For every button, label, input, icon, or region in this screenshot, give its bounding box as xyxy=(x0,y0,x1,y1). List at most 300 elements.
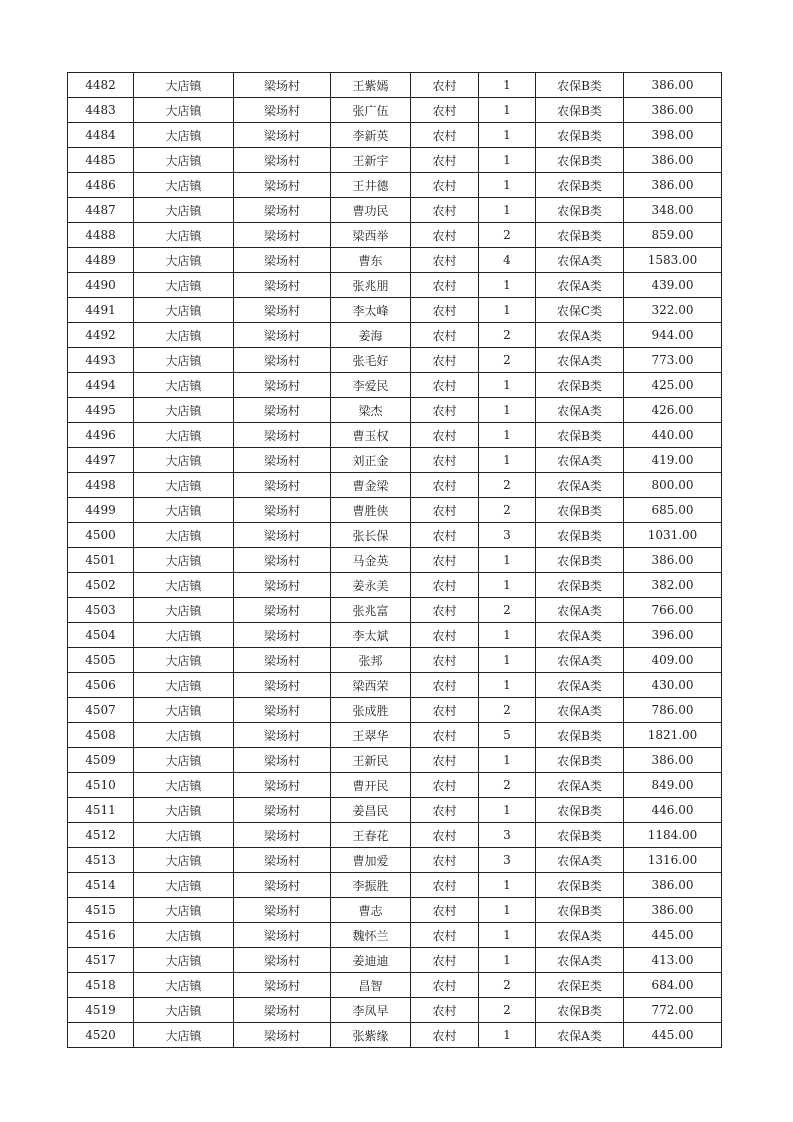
cell-category: 农保A类 xyxy=(536,1023,624,1048)
cell-town: 大店镇 xyxy=(134,198,234,223)
cell-id: 4507 xyxy=(68,698,134,723)
cell-category: 农保B类 xyxy=(536,373,624,398)
cell-town: 大店镇 xyxy=(134,723,234,748)
cell-town: 大店镇 xyxy=(134,498,234,523)
cell-household-size: 1 xyxy=(479,923,536,948)
table-row xyxy=(68,298,722,323)
cell-name: 张广伍 xyxy=(331,98,411,123)
cell-category: 农保A类 xyxy=(536,923,624,948)
cell-household-size: 1 xyxy=(479,423,536,448)
cell-amount: 786.00 xyxy=(624,698,722,723)
table-row xyxy=(68,123,722,148)
cell-household-size: 2 xyxy=(479,698,536,723)
cell-category: 农保B类 xyxy=(536,823,624,848)
cell-category: 农保A类 xyxy=(536,773,624,798)
cell-amount: 800.00 xyxy=(624,473,722,498)
cell-town: 大店镇 xyxy=(134,848,234,873)
cell-area: 农村 xyxy=(411,223,479,248)
cell-village: 梁场村 xyxy=(234,898,331,923)
cell-town: 大店镇 xyxy=(134,573,234,598)
cell-village: 梁场村 xyxy=(234,748,331,773)
cell-town: 大店镇 xyxy=(134,773,234,798)
cell-village: 梁场村 xyxy=(234,398,331,423)
cell-amount: 398.00 xyxy=(624,123,722,148)
cell-id: 4491 xyxy=(68,298,134,323)
cell-id: 4485 xyxy=(68,148,134,173)
cell-amount: 684.00 xyxy=(624,973,722,998)
cell-category: 农保B类 xyxy=(536,798,624,823)
cell-category: 农保A类 xyxy=(536,598,624,623)
cell-amount: 944.00 xyxy=(624,323,722,348)
cell-town: 大店镇 xyxy=(134,898,234,923)
cell-area: 农村 xyxy=(411,73,479,98)
cell-household-size: 1 xyxy=(479,1023,536,1048)
cell-village: 梁场村 xyxy=(234,848,331,873)
cell-village: 梁场村 xyxy=(234,448,331,473)
cell-town: 大店镇 xyxy=(134,673,234,698)
cell-name: 曹玉权 xyxy=(331,423,411,448)
table-row xyxy=(68,848,722,873)
cell-category: 农保A类 xyxy=(536,948,624,973)
cell-id: 4495 xyxy=(68,398,134,423)
cell-name: 王新民 xyxy=(331,748,411,773)
cell-household-size: 3 xyxy=(479,823,536,848)
cell-name: 李振胜 xyxy=(331,873,411,898)
table-row xyxy=(68,548,722,573)
cell-household-size: 1 xyxy=(479,298,536,323)
table-row xyxy=(68,673,722,698)
cell-area: 农村 xyxy=(411,348,479,373)
cell-area: 农村 xyxy=(411,98,479,123)
cell-village: 梁场村 xyxy=(234,873,331,898)
cell-amount: 445.00 xyxy=(624,923,722,948)
cell-id: 4492 xyxy=(68,323,134,348)
table-row xyxy=(68,498,722,523)
cell-household-size: 1 xyxy=(479,273,536,298)
cell-amount: 859.00 xyxy=(624,223,722,248)
cell-area: 农村 xyxy=(411,148,479,173)
cell-name: 昌智 xyxy=(331,973,411,998)
cell-town: 大店镇 xyxy=(134,823,234,848)
cell-name: 王翠华 xyxy=(331,723,411,748)
cell-village: 梁场村 xyxy=(234,123,331,148)
cell-id: 4508 xyxy=(68,723,134,748)
cell-town: 大店镇 xyxy=(134,73,234,98)
cell-amount: 440.00 xyxy=(624,423,722,448)
cell-village: 梁场村 xyxy=(234,523,331,548)
cell-id: 4490 xyxy=(68,273,134,298)
cell-name: 姜昌民 xyxy=(331,798,411,823)
cell-area: 农村 xyxy=(411,423,479,448)
table-row xyxy=(68,98,722,123)
cell-category: 农保B类 xyxy=(536,148,624,173)
cell-category: 农保B类 xyxy=(536,998,624,1023)
cell-village: 梁场村 xyxy=(234,198,331,223)
cell-id: 4488 xyxy=(68,223,134,248)
cell-name: 马金英 xyxy=(331,548,411,573)
table-row xyxy=(68,198,722,223)
cell-id: 4497 xyxy=(68,448,134,473)
cell-area: 农村 xyxy=(411,823,479,848)
cell-area: 农村 xyxy=(411,448,479,473)
cell-area: 农村 xyxy=(411,523,479,548)
table-row xyxy=(68,598,722,623)
cell-category: 农保E类 xyxy=(536,973,624,998)
cell-amount: 386.00 xyxy=(624,98,722,123)
cell-area: 农村 xyxy=(411,673,479,698)
table-row xyxy=(68,873,722,898)
cell-name: 曹志 xyxy=(331,898,411,923)
cell-name: 姜永美 xyxy=(331,573,411,598)
cell-id: 4520 xyxy=(68,1023,134,1048)
cell-town: 大店镇 xyxy=(134,948,234,973)
cell-amount: 1316.00 xyxy=(624,848,722,873)
cell-name: 李太斌 xyxy=(331,623,411,648)
cell-household-size: 1 xyxy=(479,873,536,898)
cell-village: 梁场村 xyxy=(234,248,331,273)
table-row xyxy=(68,423,722,448)
cell-category: 农保B类 xyxy=(536,898,624,923)
cell-name: 曹东 xyxy=(331,248,411,273)
cell-household-size: 1 xyxy=(479,373,536,398)
cell-category: 农保B类 xyxy=(536,123,624,148)
cell-amount: 849.00 xyxy=(624,773,722,798)
cell-category: 农保B类 xyxy=(536,573,624,598)
table-row xyxy=(68,898,722,923)
cell-household-size: 1 xyxy=(479,198,536,223)
cell-village: 梁场村 xyxy=(234,373,331,398)
cell-area: 农村 xyxy=(411,723,479,748)
cell-amount: 322.00 xyxy=(624,298,722,323)
cell-amount: 386.00 xyxy=(624,73,722,98)
cell-area: 农村 xyxy=(411,848,479,873)
cell-id: 4511 xyxy=(68,798,134,823)
cell-village: 梁场村 xyxy=(234,498,331,523)
cell-household-size: 1 xyxy=(479,173,536,198)
cell-area: 农村 xyxy=(411,798,479,823)
cell-id: 4494 xyxy=(68,373,134,398)
cell-village: 梁场村 xyxy=(234,723,331,748)
cell-id: 4519 xyxy=(68,998,134,1023)
cell-household-size: 1 xyxy=(479,648,536,673)
cell-area: 农村 xyxy=(411,623,479,648)
cell-amount: 1031.00 xyxy=(624,523,722,548)
cell-town: 大店镇 xyxy=(134,123,234,148)
cell-amount: 1583.00 xyxy=(624,248,722,273)
cell-area: 农村 xyxy=(411,198,479,223)
cell-area: 农村 xyxy=(411,998,479,1023)
cell-town: 大店镇 xyxy=(134,698,234,723)
cell-town: 大店镇 xyxy=(134,998,234,1023)
cell-town: 大店镇 xyxy=(134,973,234,998)
cell-category: 农保B类 xyxy=(536,198,624,223)
cell-area: 农村 xyxy=(411,873,479,898)
cell-id: 4482 xyxy=(68,73,134,98)
table-row xyxy=(68,473,722,498)
cell-village: 梁场村 xyxy=(234,323,331,348)
cell-village: 梁场村 xyxy=(234,173,331,198)
table-row xyxy=(68,748,722,773)
cell-name: 张兆富 xyxy=(331,598,411,623)
cell-category: 农保A类 xyxy=(536,323,624,348)
table-row xyxy=(68,273,722,298)
cell-amount: 1184.00 xyxy=(624,823,722,848)
cell-category: 农保B类 xyxy=(536,73,624,98)
cell-name: 梁杰 xyxy=(331,398,411,423)
cell-amount: 766.00 xyxy=(624,598,722,623)
cell-amount: 772.00 xyxy=(624,998,722,1023)
cell-id: 4502 xyxy=(68,573,134,598)
cell-village: 梁场村 xyxy=(234,223,331,248)
cell-town: 大店镇 xyxy=(134,373,234,398)
cell-town: 大店镇 xyxy=(134,873,234,898)
cell-name: 张邦 xyxy=(331,648,411,673)
cell-village: 梁场村 xyxy=(234,998,331,1023)
cell-area: 农村 xyxy=(411,648,479,673)
cell-village: 梁场村 xyxy=(234,573,331,598)
cell-area: 农村 xyxy=(411,948,479,973)
cell-village: 梁场村 xyxy=(234,923,331,948)
cell-area: 农村 xyxy=(411,548,479,573)
cell-id: 4496 xyxy=(68,423,134,448)
cell-category: 农保A类 xyxy=(536,673,624,698)
table-row xyxy=(68,923,722,948)
cell-name: 曹加爱 xyxy=(331,848,411,873)
cell-area: 农村 xyxy=(411,473,479,498)
cell-town: 大店镇 xyxy=(134,523,234,548)
table-row xyxy=(68,798,722,823)
cell-town: 大店镇 xyxy=(134,173,234,198)
cell-town: 大店镇 xyxy=(134,398,234,423)
cell-category: 农保B类 xyxy=(536,548,624,573)
cell-name: 张紫缘 xyxy=(331,1023,411,1048)
cell-household-size: 1 xyxy=(479,573,536,598)
cell-name: 刘正金 xyxy=(331,448,411,473)
cell-village: 梁场村 xyxy=(234,298,331,323)
cell-id: 4500 xyxy=(68,523,134,548)
cell-village: 梁场村 xyxy=(234,473,331,498)
cell-category: 农保A类 xyxy=(536,248,624,273)
cell-id: 4484 xyxy=(68,123,134,148)
cell-village: 梁场村 xyxy=(234,798,331,823)
cell-area: 农村 xyxy=(411,973,479,998)
cell-village: 梁场村 xyxy=(234,348,331,373)
cell-area: 农村 xyxy=(411,173,479,198)
cell-category: 农保B类 xyxy=(536,873,624,898)
cell-category: 农保B类 xyxy=(536,173,624,198)
cell-category: 农保B类 xyxy=(536,498,624,523)
table-row xyxy=(68,398,722,423)
cell-id: 4501 xyxy=(68,548,134,573)
cell-id: 4498 xyxy=(68,473,134,498)
cell-category: 农保A类 xyxy=(536,448,624,473)
cell-area: 农村 xyxy=(411,748,479,773)
cell-area: 农村 xyxy=(411,298,479,323)
cell-village: 梁场村 xyxy=(234,823,331,848)
cell-amount: 386.00 xyxy=(624,173,722,198)
cell-amount: 386.00 xyxy=(624,898,722,923)
cell-id: 4503 xyxy=(68,598,134,623)
cell-town: 大店镇 xyxy=(134,298,234,323)
cell-amount: 1821.00 xyxy=(624,723,722,748)
cell-village: 梁场村 xyxy=(234,73,331,98)
cell-household-size: 1 xyxy=(479,798,536,823)
cell-village: 梁场村 xyxy=(234,623,331,648)
cell-household-size: 2 xyxy=(479,773,536,798)
cell-name: 梁西举 xyxy=(331,223,411,248)
table-row xyxy=(68,723,722,748)
cell-town: 大店镇 xyxy=(134,148,234,173)
cell-village: 梁场村 xyxy=(234,598,331,623)
cell-category: 农保A类 xyxy=(536,398,624,423)
cell-town: 大店镇 xyxy=(134,923,234,948)
cell-town: 大店镇 xyxy=(134,648,234,673)
cell-amount: 685.00 xyxy=(624,498,722,523)
cell-area: 农村 xyxy=(411,248,479,273)
cell-area: 农村 xyxy=(411,373,479,398)
cell-area: 农村 xyxy=(411,398,479,423)
table-row xyxy=(68,348,722,373)
cell-id: 4512 xyxy=(68,823,134,848)
cell-area: 农村 xyxy=(411,273,479,298)
cell-id: 4483 xyxy=(68,98,134,123)
cell-name: 姜迪迪 xyxy=(331,948,411,973)
cell-village: 梁场村 xyxy=(234,698,331,723)
cell-amount: 386.00 xyxy=(624,873,722,898)
cell-area: 农村 xyxy=(411,123,479,148)
table-row xyxy=(68,823,722,848)
cell-id: 4493 xyxy=(68,348,134,373)
cell-household-size: 2 xyxy=(479,348,536,373)
cell-town: 大店镇 xyxy=(134,248,234,273)
cell-amount: 386.00 xyxy=(624,148,722,173)
cell-name: 魏怀兰 xyxy=(331,923,411,948)
table-row xyxy=(68,73,722,98)
cell-household-size: 3 xyxy=(479,523,536,548)
cell-household-size: 2 xyxy=(479,998,536,1023)
cell-household-size: 2 xyxy=(479,223,536,248)
cell-id: 4499 xyxy=(68,498,134,523)
cell-id: 4513 xyxy=(68,848,134,873)
cell-town: 大店镇 xyxy=(134,223,234,248)
cell-amount: 348.00 xyxy=(624,198,722,223)
table-row xyxy=(68,998,722,1023)
cell-household-size: 2 xyxy=(479,323,536,348)
cell-household-size: 1 xyxy=(479,748,536,773)
cell-id: 4487 xyxy=(68,198,134,223)
cell-category: 农保A类 xyxy=(536,473,624,498)
cell-amount: 396.00 xyxy=(624,623,722,648)
cell-village: 梁场村 xyxy=(234,773,331,798)
cell-name: 张毛好 xyxy=(331,348,411,373)
cell-town: 大店镇 xyxy=(134,348,234,373)
cell-amount: 773.00 xyxy=(624,348,722,373)
cell-id: 4506 xyxy=(68,673,134,698)
cell-id: 4516 xyxy=(68,923,134,948)
cell-household-size: 1 xyxy=(479,148,536,173)
cell-town: 大店镇 xyxy=(134,623,234,648)
cell-village: 梁场村 xyxy=(234,148,331,173)
cell-name: 张长保 xyxy=(331,523,411,548)
cell-town: 大店镇 xyxy=(134,323,234,348)
cell-category: 农保A类 xyxy=(536,348,624,373)
cell-id: 4510 xyxy=(68,773,134,798)
cell-id: 4505 xyxy=(68,648,134,673)
cell-village: 梁场村 xyxy=(234,948,331,973)
cell-village: 梁场村 xyxy=(234,673,331,698)
table-body xyxy=(68,73,722,1048)
cell-area: 农村 xyxy=(411,923,479,948)
cell-town: 大店镇 xyxy=(134,473,234,498)
cell-category: 农保B类 xyxy=(536,423,624,448)
cell-name: 王紫嫣 xyxy=(331,73,411,98)
cell-area: 农村 xyxy=(411,498,479,523)
cell-household-size: 1 xyxy=(479,623,536,648)
cell-id: 4509 xyxy=(68,748,134,773)
cell-category: 农保A类 xyxy=(536,623,624,648)
table-row xyxy=(68,973,722,998)
cell-area: 农村 xyxy=(411,773,479,798)
cell-id: 4486 xyxy=(68,173,134,198)
cell-village: 梁场村 xyxy=(234,1023,331,1048)
cell-household-size: 2 xyxy=(479,973,536,998)
table-row xyxy=(68,223,722,248)
table-row xyxy=(68,948,722,973)
cell-category: 农保A类 xyxy=(536,698,624,723)
cell-name: 张成胜 xyxy=(331,698,411,723)
table-row xyxy=(68,173,722,198)
cell-name: 李凤早 xyxy=(331,998,411,1023)
cell-town: 大店镇 xyxy=(134,423,234,448)
cell-town: 大店镇 xyxy=(134,1023,234,1048)
cell-village: 梁场村 xyxy=(234,423,331,448)
table-row xyxy=(68,373,722,398)
cell-village: 梁场村 xyxy=(234,548,331,573)
cell-household-size: 5 xyxy=(479,723,536,748)
cell-name: 曹金梁 xyxy=(331,473,411,498)
table-row xyxy=(68,698,722,723)
cell-household-size: 1 xyxy=(479,123,536,148)
cell-amount: 445.00 xyxy=(624,1023,722,1048)
cell-town: 大店镇 xyxy=(134,748,234,773)
cell-amount: 419.00 xyxy=(624,448,722,473)
cell-household-size: 1 xyxy=(479,98,536,123)
cell-id: 4489 xyxy=(68,248,134,273)
cell-village: 梁场村 xyxy=(234,273,331,298)
cell-area: 农村 xyxy=(411,323,479,348)
table-row xyxy=(68,573,722,598)
cell-town: 大店镇 xyxy=(134,448,234,473)
cell-name: 曹胜侠 xyxy=(331,498,411,523)
cell-amount: 425.00 xyxy=(624,373,722,398)
cell-household-size: 1 xyxy=(479,673,536,698)
cell-name: 王井德 xyxy=(331,173,411,198)
cell-category: 农保B类 xyxy=(536,748,624,773)
cell-household-size: 3 xyxy=(479,848,536,873)
cell-category: 农保A类 xyxy=(536,848,624,873)
cell-amount: 413.00 xyxy=(624,948,722,973)
cell-id: 4504 xyxy=(68,623,134,648)
table-row xyxy=(68,323,722,348)
cell-category: 农保B类 xyxy=(536,98,624,123)
cell-village: 梁场村 xyxy=(234,648,331,673)
cell-name: 张兆朋 xyxy=(331,273,411,298)
cell-household-size: 4 xyxy=(479,248,536,273)
cell-category: 农保B类 xyxy=(536,723,624,748)
cell-category: 农保C类 xyxy=(536,298,624,323)
cell-village: 梁场村 xyxy=(234,973,331,998)
table-row xyxy=(68,773,722,798)
